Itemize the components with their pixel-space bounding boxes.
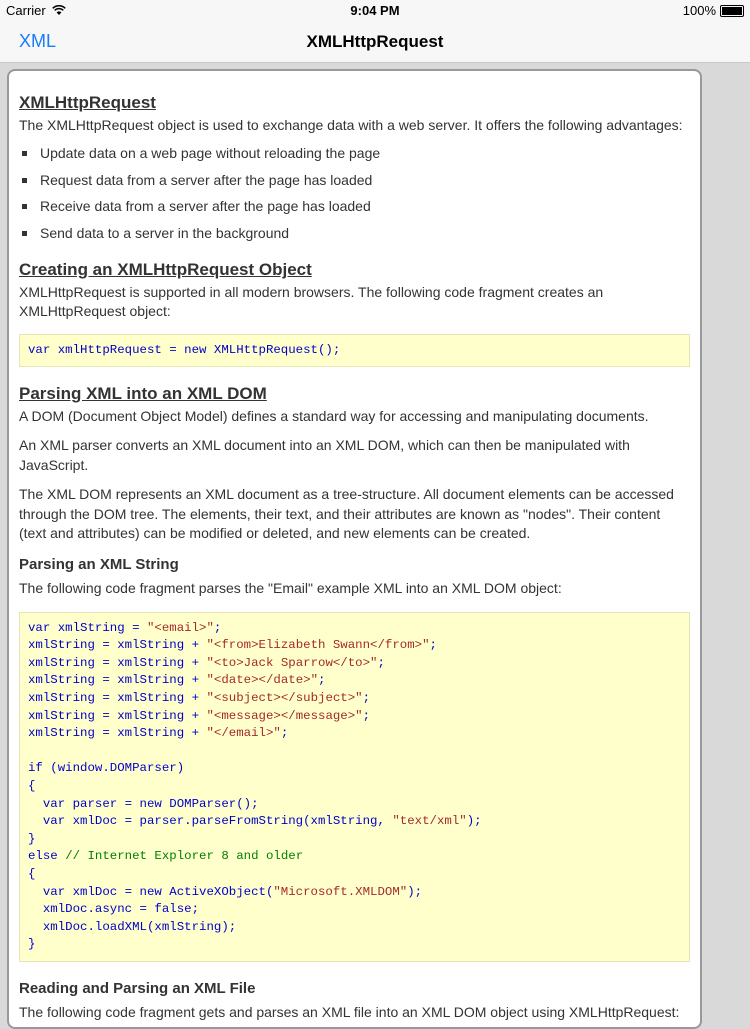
code-token: } [28,937,36,952]
battery-percent: 100% [682,3,716,18]
article [9,71,700,1023]
code-token: "</email>" [206,726,281,741]
dom-paragraph: A DOM (Document Object Model) defines a standard way for accessing and manipulating documents. [19,407,649,424]
heading-xmlhttprequest: XMLHttpRequest [19,93,156,112]
code-line [28,919,681,937]
code-line [28,760,681,778]
code-line [28,672,681,690]
code-token: ; [318,673,326,688]
code-token: "<email>" [146,620,214,635]
code-token: else [28,849,66,864]
code-block-parse [19,612,690,962]
tree-paragraph: The XML DOM represents an XML document as a tree-structure. All document elements can be accessed through the DOM tree. The elements, their text, and their attributes are known as "nodes". Their content (text and attributes) can be modified or deleted, and new elements can be created. [19,486,674,542]
code-token: xmlDoc.loadXML(xmlString); [28,919,237,934]
code-token: ; [377,655,385,670]
code-token: ); [407,884,423,899]
code-line [28,884,681,902]
code-token: xmlString = xmlString + [28,690,207,705]
code-token: xmlDoc.async = false; [28,902,200,917]
list-item: Receive data from a server after the page has loaded [19,197,690,217]
code-line [28,901,681,919]
code-token: } [28,831,36,846]
code-token: { [28,866,36,881]
code-token: ; [362,708,371,723]
code-line [28,620,681,638]
code-token: ; [213,620,222,635]
list-item: Update data on a web page without reloading the page [19,144,690,164]
code-token: ; [362,690,371,705]
code-line [28,655,681,673]
code-line [28,708,681,726]
heading-reading-xml-file: Reading and Parsing an XML File [19,979,256,997]
list-item: Send data to a server in the background [19,224,690,244]
code-token: "<to>Jack Sparrow</to>" [206,655,378,670]
code-block-create: var xmlHttpRequest = new XMLHttpRequest(); [19,334,690,368]
code-line [28,866,681,884]
code-token: xmlString = xmlString + [28,673,207,688]
clock: 9:04 PM [350,3,400,18]
file-paragraph: The following code fragment gets and parses an XML file into an XML DOM object using XMLHttpRequest: [19,1004,680,1021]
string-paragraph: The following code fragment parses the "Email" example XML into an XML DOM object: [19,580,562,597]
code-token: "<message></message>" [206,708,363,723]
heading-parsing-xml-dom: Parsing XML into an XML DOM [19,384,267,404]
code-token: xmlString = xmlString + [28,726,207,741]
code-token: "<from>Elizabeth Swann</from>" [206,638,430,653]
code-line [28,831,681,849]
list-item: Request data from a server after the page has loaded [19,171,690,191]
code-token: xmlString = xmlString + [28,638,207,653]
code-line [28,813,681,831]
code-line [28,778,681,796]
heading-creating-object: Creating an XMLHttpRequest Object [19,260,312,279]
code-line [28,725,681,743]
code-token: if (window.DOMParser) [28,761,185,776]
navigation-bar [0,22,750,63]
code-token: "text/xml" [392,814,467,829]
page-title: XMLHttpRequest [306,32,444,51]
code-line [28,796,681,814]
intro-paragraph: The XMLHttpRequest object is used to exchange data with a web server. It offers the following advantages: [19,116,683,133]
code-token: ); [466,814,482,829]
code-line [28,743,681,761]
heading-parsing-xml-string: Parsing an XML String [19,555,179,573]
code-token: ; [280,726,289,741]
battery-icon [720,5,744,17]
code-token: "<date></date>" [206,673,319,688]
code-token: var xmlString = [28,620,147,635]
code-token: "<subject></subject>" [206,690,363,705]
back-button[interactable]: XML [19,31,57,51]
advantages-list [19,144,690,243]
code-line [28,690,681,708]
parser-paragraph: An XML parser converts an XML document into an XML DOM, which can then be manipulated with JavaScript. [19,437,630,473]
battery-indicator [683,3,744,18]
content-sheet[interactable] [7,69,702,1029]
status-bar [0,0,750,22]
code-line [28,637,681,655]
code-token: xmlString = xmlString + [28,708,207,723]
code-line [28,848,681,866]
code-token: // Internet Explorer 8 and older [65,849,304,864]
code-token: { [28,778,36,793]
code-token: "Microsoft.XMLDOM" [273,884,408,899]
code-token: var xmlDoc = new ActiveXObject( [28,884,274,899]
code-token: xmlString = xmlString + [28,655,207,670]
code-token: var xmlDoc = parser.parseFromString(xmlString, [28,814,393,829]
code-line [28,936,681,954]
code-token: var parser = new DOMParser(); [28,796,259,811]
code-token: ; [429,638,437,653]
create-paragraph: XMLHttpRequest is supported in all modern browsers. The following code fragment creates an XMLHttpRequest object: [19,283,604,319]
carrier-text: Carrier [6,3,46,18]
